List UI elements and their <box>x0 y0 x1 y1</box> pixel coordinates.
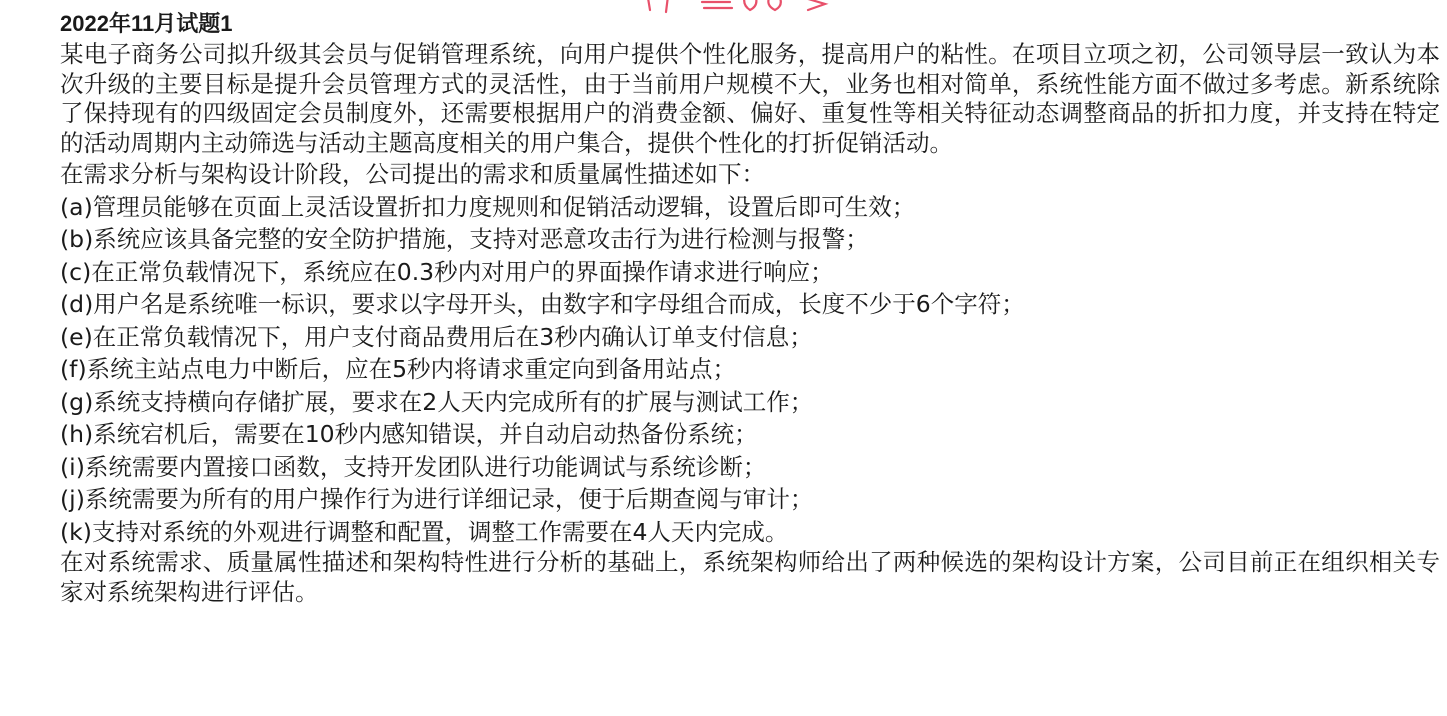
requirement-item-j: (j)系统需要为所有的用户操作行为进行详细记录，便于后期查阅与审计； <box>60 485 814 513</box>
requirement-item-b: (b)系统应该具备完整的安全防护措施，支持对恶意攻击行为进行检测与报警； <box>60 225 869 253</box>
requirement-item-d: (d)用户名是系统唯一标识，要求以字母开头，由数字和字母组合而成，长度不少于6个字符； <box>60 290 1025 318</box>
requirements-list <box>60 191 1440 549</box>
requirement-item-f: (f)系统主站点电力中断后，应在5秒内将请求重定向到备用站点； <box>60 355 737 383</box>
closing-paragraph: 在对系统需求、质量属性描述和架构特性进行分析的基础上，系统架构师给出了两种候选的架构设计方案，公司目前正在组织相关专家对系统架构进行评估。 <box>60 548 1440 606</box>
exam-document <box>60 8 1440 607</box>
document-title: 2022年11月试题1 <box>60 11 233 36</box>
requirement-item-k: (k)支持对系统的外观进行调整和配置，调整工作需要在4人天内完成。 <box>60 517 789 546</box>
requirement-item-g: (g)系统支持横向存储扩展，要求在2人天内完成所有的扩展与测试工作； <box>60 387 814 416</box>
requirement-item-a: (a)管理员能够在页面上灵活设置折扣力度规则和促销活动逻辑，设置后即可生效； <box>60 192 916 221</box>
requirement-item-h: (h)系统宕机后，需要在10秒内感知错误，并自动启动热备份系统； <box>60 420 758 448</box>
requirements-lead: 在需求分析与架构设计阶段，公司提出的需求和质量属性描述如下： <box>60 160 765 188</box>
requirement-item-i: (i)系统需要内置接口函数，支持开发团队进行功能调试与系统诊断； <box>60 452 767 481</box>
requirement-item-e: (e)在正常负载情况下，用户支付商品费用后在3秒内确认订单支付信息； <box>60 322 813 351</box>
intro-paragraph: 某电子商务公司拟升级其会员与促销管理系统，向用户提供个性化服务，提高用户的粘性。在项目立项之初，公司领导层一致认为本次升级的主要目标是提升会员管理方式的灵活性，由于当前用户规模不大，业务也相对简单，系统性能方面不做过多考虑。新系统除了保持现有的四级固定会员制度外，还需要根据用户的消费金额、偏好、重复性等相关特征动态调整商品的折扣力度，并支持在特定的活动周期内主动筛选与活动主题高度相关的用户集合，提供个性化的打折促销活动。 <box>60 40 1440 157</box>
requirement-item-c: (c)在正常负载情况下，系统应在0.3秒内对用户的界面操作请求进行响应； <box>60 257 834 286</box>
